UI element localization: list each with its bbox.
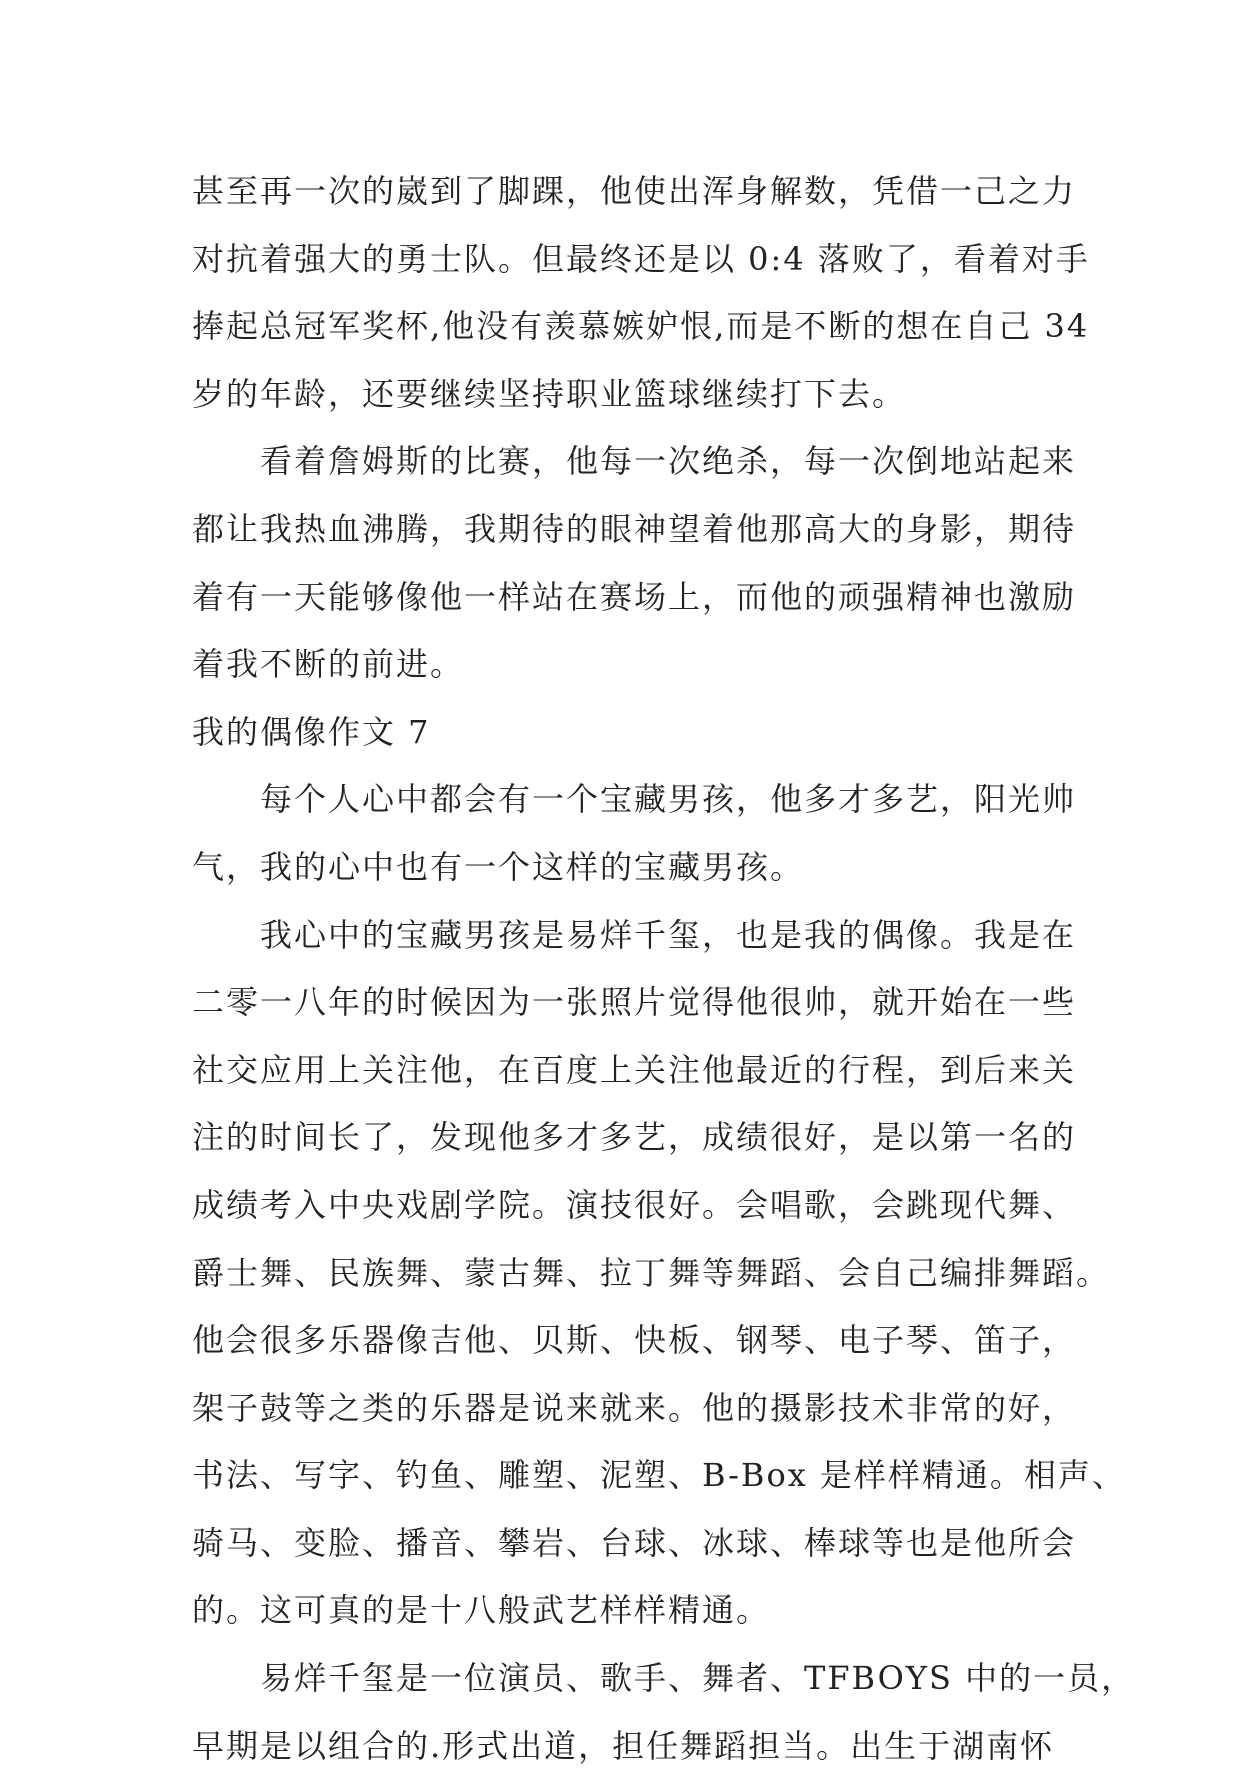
text-line: 骑马、变脸、播音、攀岩、台球、冰球、棒球等也是他所会 [192,1523,1077,1562]
text-line: 注的时间长了，发现他多才多艺，成绩很好，是以第一名的 [192,1118,1077,1157]
text-line: 的。这可真的是十八般武艺样样精通。 [192,1591,771,1630]
text-line: 架子鼓等之类的乐器是说来就来。他的摄影技术非常的好， [192,1388,1077,1427]
paragraph-first-line: 每个人心中都会有一个宝藏男孩，他多才多艺，阳光帅 [260,780,1077,819]
text-line: 岁的年龄，还要继续坚持职业篮球继续打下去。 [192,374,907,413]
text-line: 爵士舞、民族舞、蒙古舞、拉丁舞等舞蹈、会自己编排舞蹈。 [192,1253,1111,1292]
text-line: 书法、写字、钓鱼、雕塑、泥塑、B-Box 是样样精通。相声、 [192,1456,1126,1495]
paragraph-first-line: 我心中的宝藏男孩是易烊千玺，也是我的偶像。我是在 [260,915,1077,954]
text-line: 对抗着强大的勇士队。但最终还是以 0:4 落败了，看着对手 [192,239,1090,278]
text-line: 都让我热血沸腾，我期待的眼神望着他那高大的身影，期待 [192,509,1077,548]
text-line: 他会很多乐器像吉他、贝斯、快板、钢琴、电子琴、笛子， [192,1321,1077,1360]
paragraph-first-line: 看着詹姆斯的比赛，他每一次绝杀，每一次倒地站起来 [260,442,1077,481]
text-line: 甚至再一次的崴到了脚踝，他使出浑身解数，凭借一己之力 [192,172,1077,210]
text-line: 着有一天能够像他一样站在赛场上，而他的顽强精神也激励 [192,577,1077,616]
text-line: 早期是以组合的.形式出道，担任舞蹈担当。出生于湖南怀 [192,1726,1055,1765]
text-line: 社交应用上关注他，在百度上关注他最近的行程，到后来关 [192,1050,1077,1089]
text-line: 捧起总冠军奖杯,他没有羡慕嫉妒恨,而是不断的想在自己 34 [192,307,1090,346]
text-line: 着我不断的前进。 [192,645,465,684]
document-body [192,158,1136,1780]
paragraph-first-line: 易烊千玺是一位演员、歌手、舞者、TFBOYS 中的一员， [260,1659,1136,1698]
text-line: 成绩考入中央戏剧学院。演技很好。会唱歌，会跳现代舞、 [192,1185,1077,1224]
text-line: 气，我的心中也有一个这样的宝藏男孩。 [192,847,805,886]
text-line: 二零一八年的时候因为一张照片觉得他很帅，就开始在一些 [192,983,1077,1022]
section-heading: 我的偶像作文 7 [192,712,431,751]
